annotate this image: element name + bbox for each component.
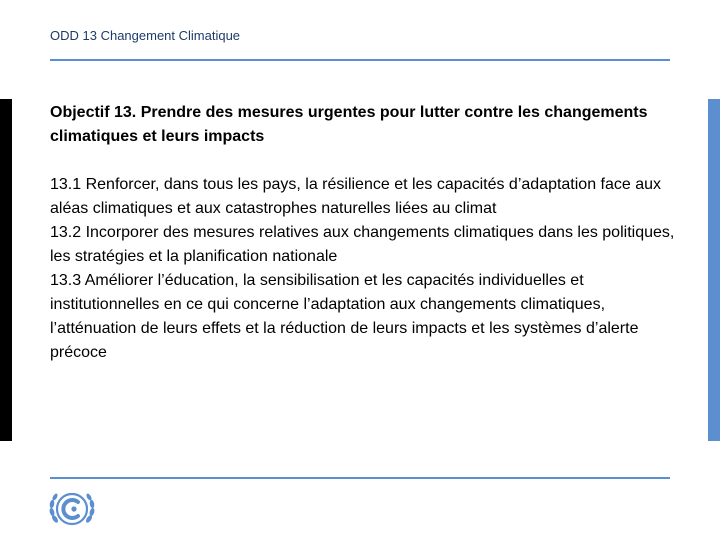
target-13-1: 13.1 Renforcer, dans tous les pays, la résilience et les capacités d’adaptation face aux aléas climatiques et aux catastrophes naturelles liées au climat	[50, 176, 662, 217]
unfccc-emblem-icon	[46, 487, 98, 533]
target-13-2: 13.2 Incorporer des mesures relatives aux changements climatiques dans les politiques, les stratégies et la planification nationale	[50, 224, 675, 265]
target-13-3: 13.3 Améliorer l’éducation, la sensibilisation et les capacités individuelles et institutionnelles en ce qui concerne l’adaptation aux changements climatiques, l’atténuation de leurs effets et la réduction de leurs impacts et les systèmes d’alerte précoce	[50, 272, 639, 361]
page-header-title: ODD 13 Changement Climatique	[50, 28, 241, 43]
slide-content	[50, 101, 680, 365]
objective-title: Objectif 13. Prendre des mesures urgentes pour lutter contre les changements climatiques et leurs impacts	[50, 104, 648, 145]
footer-divider	[50, 477, 670, 479]
right-accent-bar	[708, 99, 720, 441]
left-accent-bar	[0, 99, 12, 441]
header-divider	[50, 59, 670, 61]
